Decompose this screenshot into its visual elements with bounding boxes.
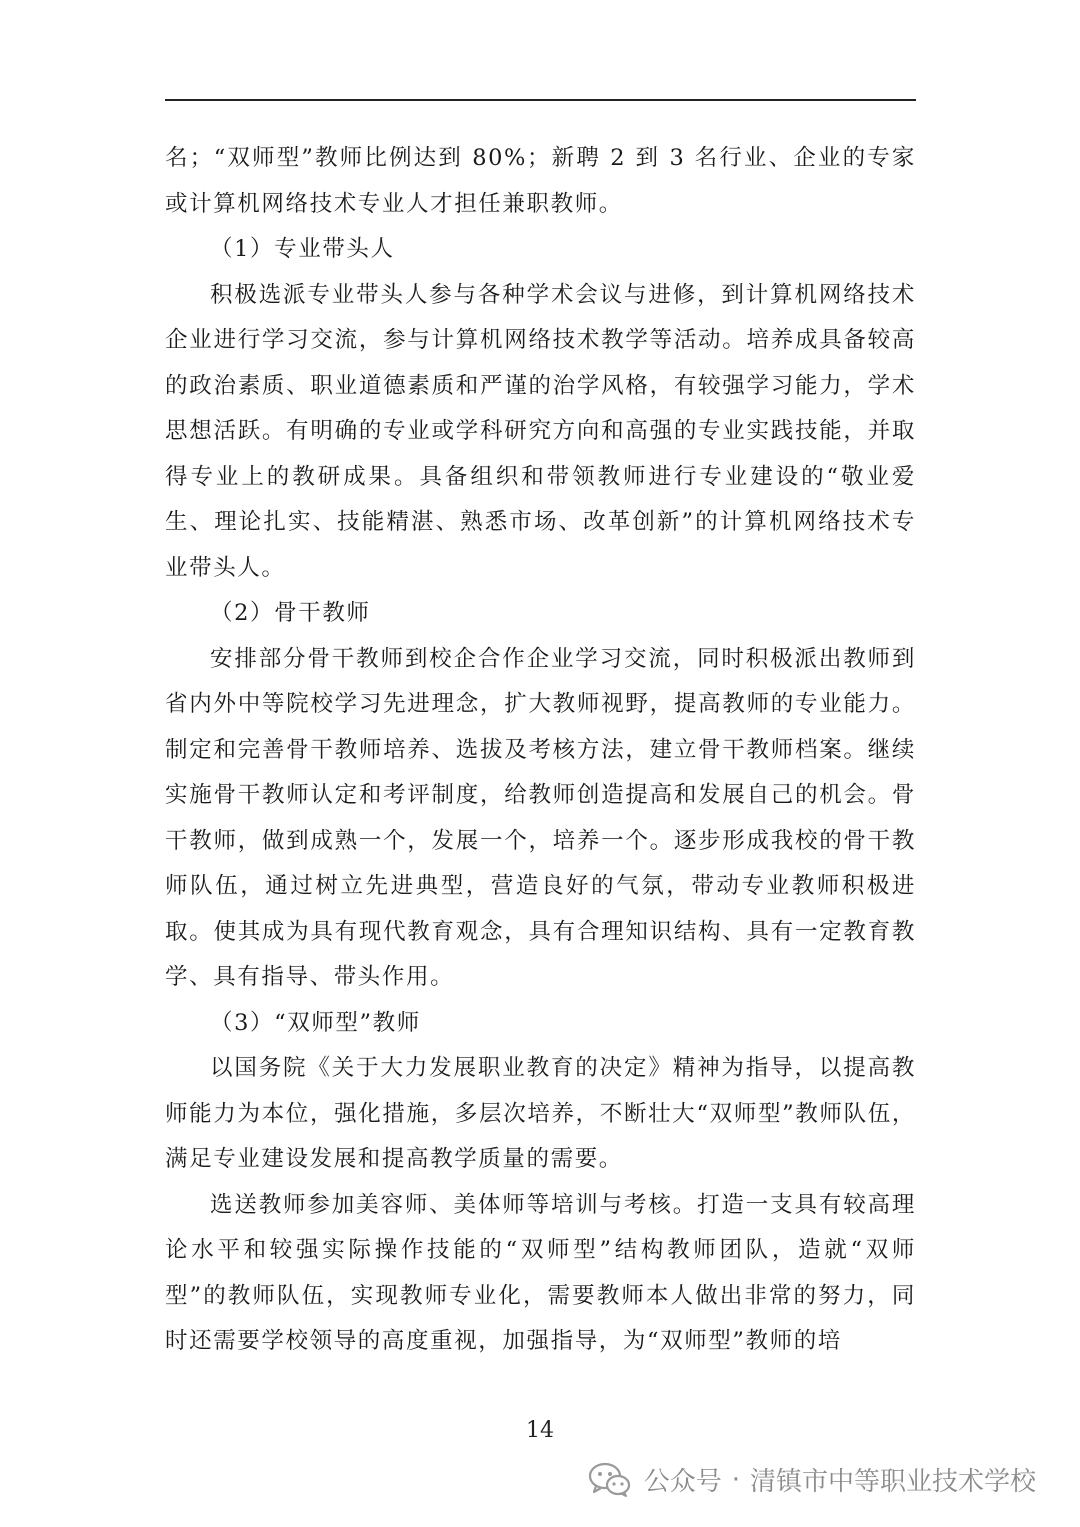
paragraph-lead-teacher: 积极选派专业带头人参与各种学术会议与进修，到计算机网络技术企业进行学习交流，参与计算机网络技术教学等活动。培养成具备较高的政治素质、职业道德素质和严谨的治学风格，有较强学习能力，学术思想活跃。有明确的专业或学科研究方向和高强的专业实践技能，并取得专业上的教研成果。具备组织和带领教师进行专业建设的“敬业爱生、理论扎实、技能精湛、熟悉市场、改革创新”的计算机网络技术专业带头人。: [165, 281, 916, 581]
section-heading-lead-teacher: （1）专业带头人: [210, 236, 395, 262]
paragraph-dual-teacher-2: 选送教师参加美容师、美体师等培训与考核。打造一支具有较高理论水平和较强实际操作技能的“双师型”结构教师团队，造就“双师型”的教师队伍，实现教师专业化，需要教师本人做出非常的努力，同时还需要学校领导的高度重视，加强指导，为“双师型”教师的培: [165, 1191, 916, 1354]
wechat-icon: [588, 1462, 632, 1498]
school-name: 清镇市中等职业技术学校: [749, 1467, 1036, 1497]
section-heading-dual-teacher: （3）“双师型”教师: [210, 1009, 421, 1036]
paragraph-backbone-teacher: 安排部分骨干教师到校企合作企业学习交流，同时积极派出教师到省内外中等院校学习先进理念，扩大教师视野，提高教师的专业能力。制定和完善骨干教师培养、选拔及考核方法，建立骨干教师档案。继续实施骨干教师认定和考评制度，给教师创造提高和发展自己的机会。骨干教师，做到成熟一个，发展一个，培养一个。逐步形成我校的骨干教师队伍，通过树立先进典型，营造良好的气氛，带动专业教师积极进取。使其成为具有现代教育观念，具有合理知识结构、具有一定教育教学、具有指导、带头作用。: [165, 645, 916, 990]
separator-dot: ·: [731, 1464, 740, 1495]
account-label: 公众号: [643, 1467, 722, 1497]
header-rule: [165, 99, 916, 101]
paragraph-continuation: 名；“双师型”教师比例达到 80%；新聘 2 到 3 名行业、企业的专家或计算机网络技术专业人才担任兼职教师。: [165, 145, 916, 217]
paragraph-dual-teacher-1: 以国务院《关于大力发展职业教育的决定》精神为指导，以提高教师能力为本位，强化措施，多层次培养，不断壮大“双师型”教师队伍，满足专业建设发展和提高教学质量的需要。: [165, 1055, 916, 1172]
section-heading-backbone-teacher: （2）骨干教师: [210, 600, 371, 626]
document-body: [165, 136, 916, 1365]
wechat-watermark: [582, 1457, 1042, 1502]
page-number: 14: [526, 1418, 554, 1443]
